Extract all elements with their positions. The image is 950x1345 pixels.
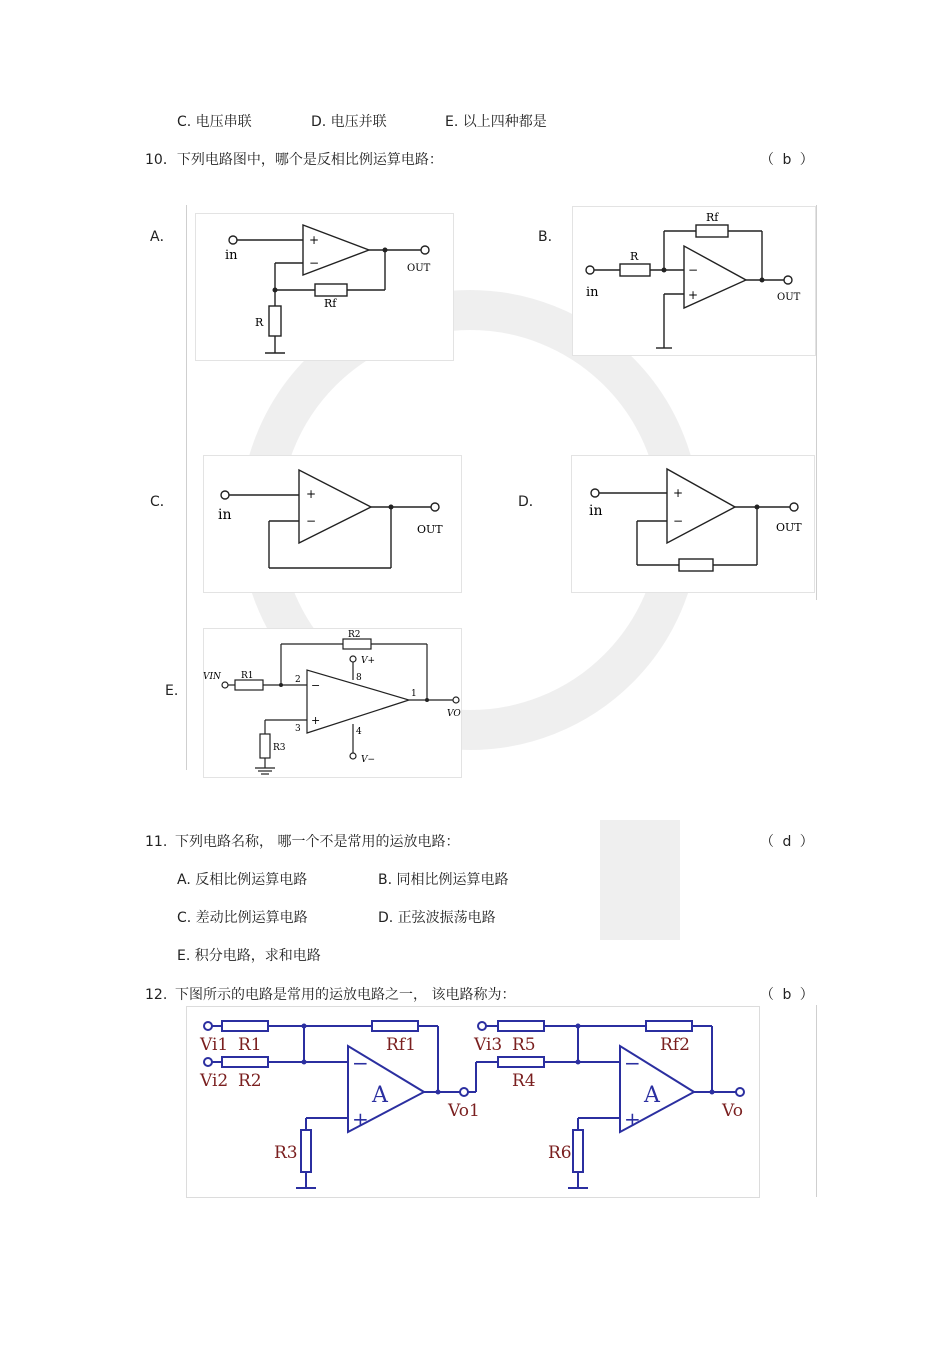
q12-r5-label: R5	[512, 1035, 536, 1055]
q11-number: 11.	[145, 834, 168, 850]
circuit-c-diagram	[203, 455, 463, 593]
option-label-e: E.	[165, 683, 179, 699]
circuit-e-vin-label: VIN	[203, 672, 221, 682]
circuit-c-in-label: in	[218, 507, 232, 523]
circuit-d-out-label: OUT	[776, 521, 802, 534]
circuit-e-pin4: 4	[356, 727, 362, 737]
q12-rf1-label: Rf1	[386, 1035, 416, 1055]
q12-vo1-label: Vo1	[448, 1101, 480, 1121]
circuit-d-in-label: in	[589, 503, 603, 519]
q12-rf2-label: Rf2	[660, 1035, 690, 1055]
circuit-b-r-label: R	[630, 250, 639, 263]
circuit-e-vo-label: VO	[447, 709, 461, 719]
circuit-e-pin3: 3	[295, 724, 301, 734]
q12-r2-label: R2	[238, 1071, 262, 1091]
q12-number: 12.	[145, 987, 168, 1003]
option-label-d: D．	[518, 494, 543, 510]
circuit-a-plus: +	[309, 233, 320, 247]
circuit-d-diagram	[571, 455, 816, 593]
circuit-e-diagram	[203, 628, 463, 778]
circuit-a-out-label: OUT	[407, 263, 431, 274]
q11-option-a: A. 反相比例运算电路	[177, 872, 308, 888]
q9-option-d: D. 电压并联	[311, 114, 387, 130]
q12-vo-label: Vo	[722, 1101, 743, 1121]
q11-answer: （ d ）	[760, 834, 816, 850]
q12-vi1-label: Vi1	[200, 1035, 229, 1055]
q11-question: 下列电路名称， 哪一个不是常用的运放电路：	[175, 834, 460, 850]
circuit-e-plus: +	[311, 714, 321, 727]
circuit-e-pin8: 8	[356, 673, 362, 683]
q12-r1-label: R1	[238, 1035, 262, 1055]
circuit-e-pin2: 2	[295, 675, 301, 685]
circuit-b-in-label: in	[586, 285, 599, 300]
circuit-a-in-label: in	[225, 248, 238, 263]
q12-opamp2-plus: +	[624, 1107, 641, 1131]
option-label-b: B.	[538, 229, 553, 245]
circuit-b-out-label: OUT	[777, 292, 801, 303]
q12-vi2-label: Vi2	[200, 1071, 229, 1091]
circuit-e-vminus-label: V−	[361, 755, 376, 765]
q12-frame-right	[816, 1005, 817, 1197]
option-label-c: C．	[150, 494, 174, 510]
q12-answer: （ b ）	[760, 987, 816, 1003]
circuit-c-out-label: OUT	[417, 523, 443, 536]
circuit-b-diagram	[572, 206, 817, 356]
circuit-b-minus: −	[688, 263, 699, 277]
circuit-c-minus: −	[306, 514, 317, 528]
q12-vi3-label: Vi3	[474, 1035, 503, 1055]
circuit-e-r1-label: R1	[241, 671, 254, 681]
circuit-a-minus: −	[309, 256, 320, 270]
q12-r3-label: R3	[274, 1143, 298, 1163]
q12-opamp1-a: A	[372, 1083, 388, 1108]
q12-opamp2-minus: −	[624, 1051, 641, 1075]
circuit-b-plus: +	[688, 288, 699, 302]
circuit-b-rf-label: Rf	[706, 211, 719, 224]
circuit-a-r-label: R	[255, 316, 264, 329]
circuit-d-plus: +	[673, 486, 684, 500]
q12-r4-label: R4	[512, 1071, 536, 1091]
q11-option-c: C. 差动比例运算电路	[177, 910, 308, 926]
q11-option-b: B. 同相比例运算电路	[378, 872, 509, 888]
circuit-e-minus: −	[311, 679, 321, 692]
q12-question: 下图所示的电路是常用的运放电路之一， 该电路称为：	[175, 987, 516, 1003]
circuit-a-diagram	[195, 213, 455, 361]
q11-option-e: E. 积分电路，求和电路	[177, 948, 321, 964]
circuit-a-rf-label: Rf	[324, 297, 337, 310]
q11-option-d: D. 正弦波振荡电路	[378, 910, 496, 926]
q10-answer: （ b ）	[760, 152, 816, 168]
circuit-c-plus: +	[306, 487, 317, 501]
circuit-e-r2-label: R2	[348, 630, 361, 640]
circuit-e-vplus-label: V+	[361, 656, 376, 666]
q12-opamp1-minus: −	[352, 1051, 369, 1075]
q12-opamp2-a: A	[644, 1083, 660, 1108]
q12-r6-label: R6	[548, 1143, 572, 1163]
q12-opamp1-plus: +	[352, 1107, 369, 1131]
q12-two-stage-circuit	[186, 1006, 760, 1198]
q9-option-e: E. 以上四种都是	[445, 114, 547, 130]
q9-option-c: C. 电压串联	[177, 114, 252, 130]
circuit-d-minus: −	[673, 514, 684, 528]
circuit-e-pin1: 1	[411, 689, 417, 699]
option-label-a: A．	[150, 229, 174, 245]
q10-question: 10．下列电路图中，哪个是反相比例运算电路：	[145, 152, 443, 168]
figure-frame-left	[186, 205, 187, 770]
circuit-e-r3-label: R3	[273, 743, 286, 753]
